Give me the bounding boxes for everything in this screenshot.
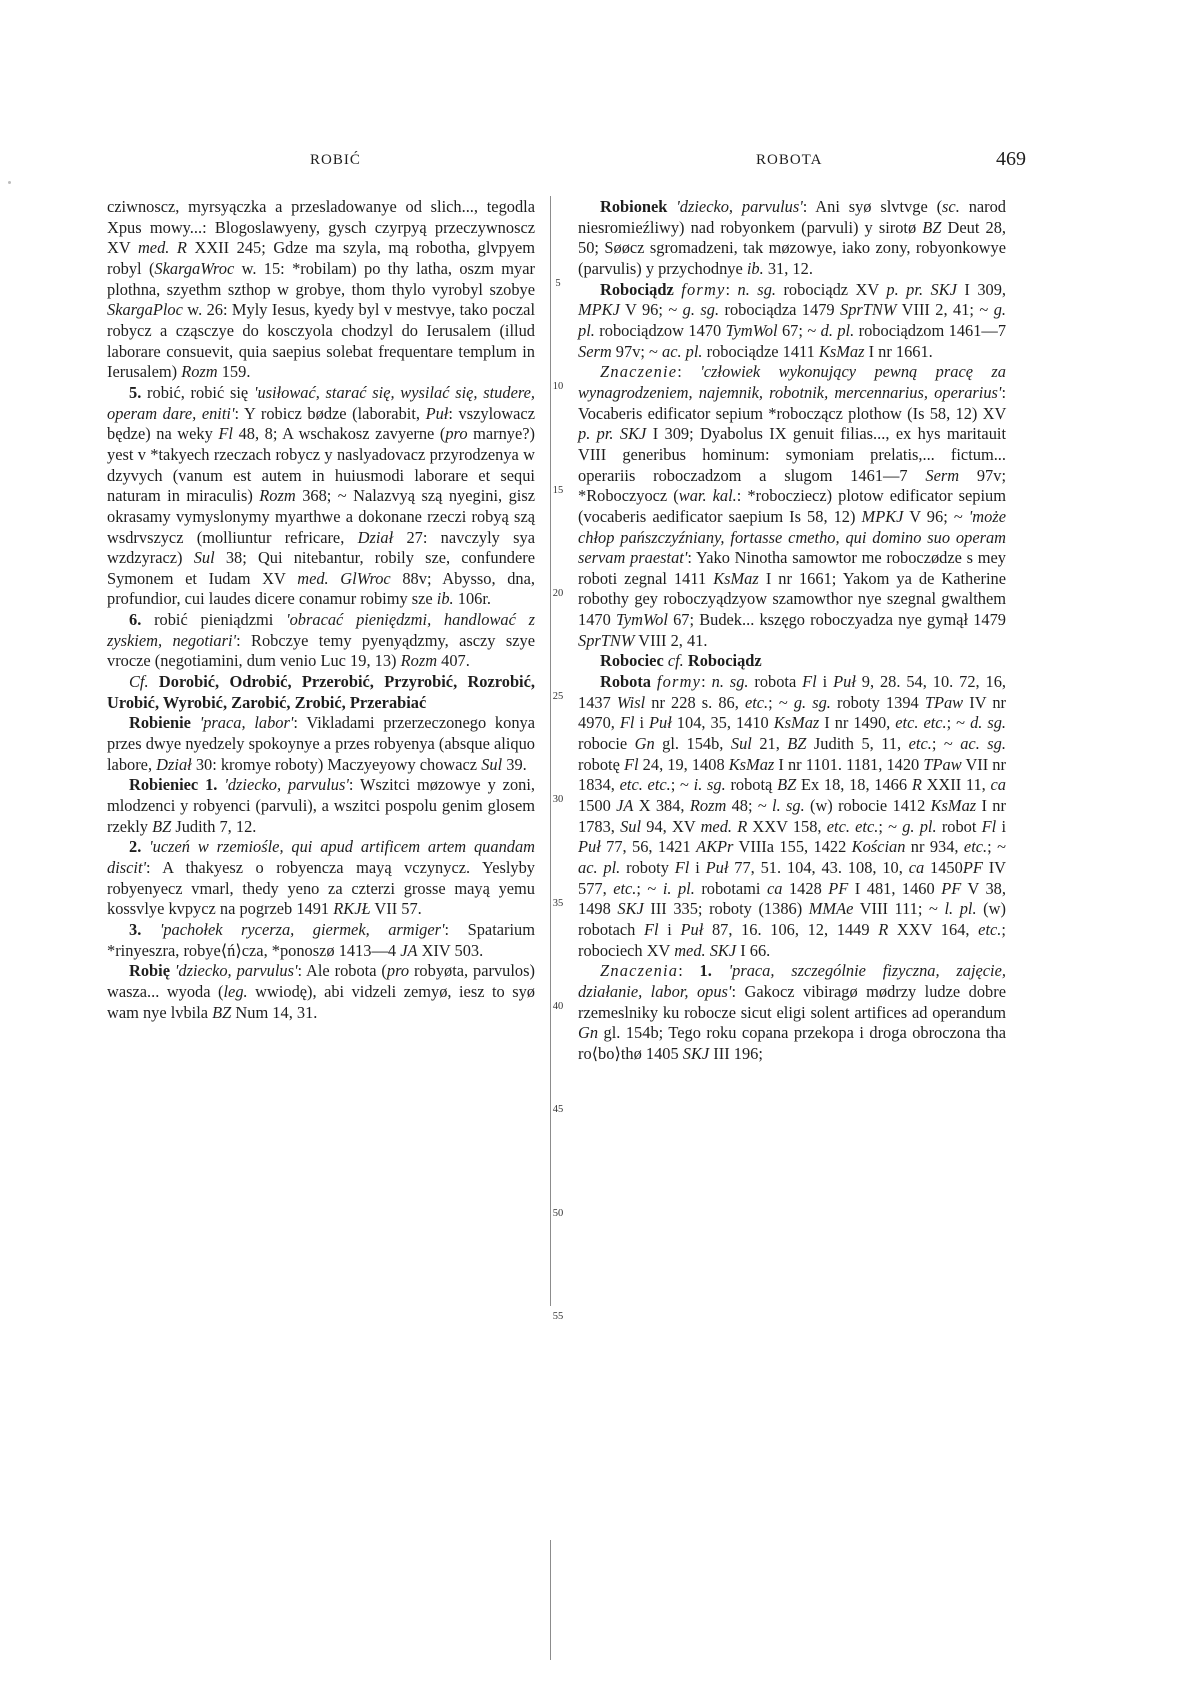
scan-speck <box>8 181 11 184</box>
line-number: 30 <box>552 794 564 805</box>
cross-reference: Cf. Dorobić, Odrobić, Przerobić, Przyrobić, Rozrobić, Urobić, Wyrobić, Zarobić, Zrobić, Przerabiać <box>107 672 535 712</box>
line-number: 5 <box>555 278 561 289</box>
sense-5: 5. robić, robić się 'usiłować, starać się, wysilać się, studere, operam dare, eniti': Y robicz bødze (laborabit, Puł: vszylowacz będze) na weky Fl 48, 8; A wschakosz zavyerne (pro marnye?) yest v *takyech rzeczach robycz y naslyadovacz przyrodzenya w dzyvych (vanum est autem in huiusmodi laborare et sequi naturam in miraculis) Rozm 368; ~ Nalazvyą szą nyegini, gisz okrasamy vymyslonymy myarthwe a dokonane rzeczi robyą szą wsdrvszycz (molliuntur refricare, Dział 27: navczyly sya wzdzyracz) Sul 38; Qui nitebantur, robily sze, confundere Symonem et Iudam XV med. GlWroc 88v; Abysso, dna, profundior, cui laudes dicere conamur robimy sze ib. 106r. <box>107 382 536 609</box>
entry-robienie: Robienie 'praca, labor': Vikladami przerzeczonego konya przes dwye nyedzely spokoynye a przes robyenya (absque aliquo labore, Dział 30: kromye roboty) Maczyeyowy chowacz Sul 39. <box>107 713 535 774</box>
entry-robieniec-sense-3: 3. 'pachołek rycerza, giermek, armiger': Spatarium *rinyeszra, robye⟨ń⟩cza, *ponoszø 1413—4 JA XIV 503. <box>107 919 535 960</box>
entry-robieniec: Robieniec 1. 'dziecko, parvulus': Wszitci møzowye y zoni, mlodzenci y robyenci (parvuli), a wszitci pospolu genim glosem rzekly BZ Judith 7, 12. <box>107 775 535 836</box>
right-column <box>578 197 1006 1065</box>
sense-6: 6. robić pieniądzmi 'obracać pieniędzmi, handlować z zyskiem, negotiari': Robczye temy pyenyądzmy, asczy szye vrocze (negotiamini, dum venio Luc 19, 13) Rozm 407. <box>107 610 535 671</box>
line-number: 25 <box>552 691 564 702</box>
line-number: 20 <box>552 588 564 599</box>
line-number: 15 <box>552 485 564 496</box>
entry-robociadz-meaning: Znaczenie: 'człowiek wykonujący pewną pracę za wynagrodzeniem, najemnik, robotnik, mercennarius, operarius': Vocaberis edificator sepium *roboczącz plothow (Is 58, 12) XV p. pr. SKJ I 309; Dyabolus IX genuit filias..., ex hys maritauit VIII generibus hominum: symoniam prelatis,... fictum... operariis roboczadzom a slugom 1461—7 Serm 97v; *Roboczyocz (war. kal.: *robocziecz) plotow edificator sepium (vocaberis aedificator saepium Is 58, 12) MPKJ V 96; ~ 'może chłop pańszczyźniany, fortasse cmetho, qui domino suo operam servam praestat': Yako Ninotha samowtor me roboczødze s mey roboti zegnal 1411 KsMaz I nr 1661; Yakom ya de Katherine robothy gey roboczyądzyow szamowthor nye szegnal gwalthem 1470 TymWol 67; Budek... kszęgo roboczyadza nye gymął 1479 SprTNW VIII 2, 41. <box>578 362 1007 650</box>
left-column <box>107 197 535 1023</box>
line-number: 55 <box>552 1311 564 1322</box>
entry-robionek: Robionek 'dziecko, parvulus': Ani syø slvtvge (sc. narod niesromieźliwy) nad robyonkem (parvuli) y sirotø BZ Deut 28, 50; Søøcz sgromadzeni, tak møzowye, iako zony, robyonkowye (parvulis) y przychodnye ib. 31, 12. <box>578 197 1007 278</box>
entry-robie: Robię 'dziecko, parvulus': Ale robota (pro robyøta, parvulos) wasza... wyoda (leg. wwiodę), abi vidzeli zemyø, iesz to syø wam nye lvbila BZ Num 14, 31. <box>107 961 536 1022</box>
line-number: 35 <box>552 898 564 909</box>
entry-robociadz: Robociądz formy: n. sg. robociądz XV p. pr. SKJ I 309, MPKJ V 96; ~ g. sg. robociądza 1479 SprTNW VIII 2, 41; ~ g. pl. robociądzow 1470 TymWol 67; ~ d. pl. robociądzom 1461—7 Serm 97v; ~ ac. pl. robociądze 1411 KsMaz I nr 1661. <box>578 279 1007 361</box>
running-head-left: ROBIĆ <box>310 152 361 168</box>
entry-robota: Robota formy: n. sg. robota Fl i Puł 9, 28. 54, 10. 72, 16, 1437 Wisl nr 228 s. 86, etc.; ~ g. sg. roboty 1394 TPaw IV nr 4970, Fl i Puł 104, 35, 1410 KsMaz I nr 1490, etc. etc.; ~ d. sg. robocie Gn gl. 154b, Sul 21, BZ Judith 5, 11, etc.; ~ ac. sg. robotę Fl 24, 19, 1408 KsMaz I nr 1101. 1181, 1420 TPaw VII nr 1834, etc. etc.; ~ i. sg. robotą BZ Ex 18, 18, 1466 R XXII 11, ca 1500 JA X 384, Rozm 48; ~ l. sg. (w) robocie 1412 KsMaz I nr 1783, Sul 94, XV med. R XXV 158, etc. etc.; ~ g. pl. robot Fl i Puł 77, 56, 1421 AKPr VIIIa 155, 1422 Kościan nr 934, etc.; ~ ac. pl. roboty Fl i Puł 77, 51. 104, 43. 108, 10, ca 1450PF IV 577, etc.; ~ i. pl. robotami ca 1428 PF I 481, 1460 PF V 38, 1498 SKJ III 335; roboty (1386) MMAe VIII 111; ~ l. pl. (w) robotach Fl i Puł 87, 16. 106, 12, 1449 R XXV 164, etc.; robociech XV med. SKJ I 66. <box>578 672 1007 960</box>
entry-robociec: Robociec cf. Robociądz <box>600 651 762 671</box>
line-number: 50 <box>552 1208 564 1219</box>
line-number: 40 <box>552 1001 564 1012</box>
entry-robieniec-sense-2: 2. 'uczeń w rzemiośle, qui apud artificem artem quandam discit': A thakyesz o robyencza mayą vczynycz. Yeslyby robyenyecz vmarl, thedy yeno za czterzi grosse mayą yemu kossvlye kvpycz na pogrzeb 1491 RKJŁ VII 57. <box>107 837 535 919</box>
column-divider-lower <box>550 1540 551 1660</box>
page-number: 469 <box>996 148 1026 170</box>
running-head-right: ROBOTA <box>756 152 823 168</box>
column-divider-upper <box>550 196 551 1306</box>
line-number: 45 <box>552 1104 564 1115</box>
entry-robota-meanings: Znaczenia: 1. 'praca, szczególnie fizyczna, zajęcie, działanie, labor, opus': Gakocz vibiragø mødrzy ludze dobre rzemeslniky ku robocze sicut eligi solent artifices ad operandum Gn gl. 154b; Tego roku copana przekopa i droga obroczona tha ro⟨bo⟩thø 1405 SKJ III 196; <box>578 961 1006 1063</box>
entry-robic-continuation: czіwnoscz, myrsyączka a przeslаdowanye od slich..., tegodla Xpus mowy...: Blogoslawyeny, gysch czyrpyą przeczywnoscz XV med. R XXII 245; Gdze ma szyla, mą robotha, glvpyem robyl (SkargaWroc w. 15: *robilam) po thy latha, oszm myar plothna, szyethm szthop w grobye, thom thylo vyrobyl szobye SkargaPloc w. 26: Myly Iesus, kyedy byl v mestvye, tako poczal robycz a cząsczye do kosczyola chodzyl do Ierusalem (illud laborare consuevit, quia saepius solebat frequentare templum in Ierusalem) Rozm 159. <box>107 197 535 382</box>
line-number: 10 <box>552 381 564 392</box>
